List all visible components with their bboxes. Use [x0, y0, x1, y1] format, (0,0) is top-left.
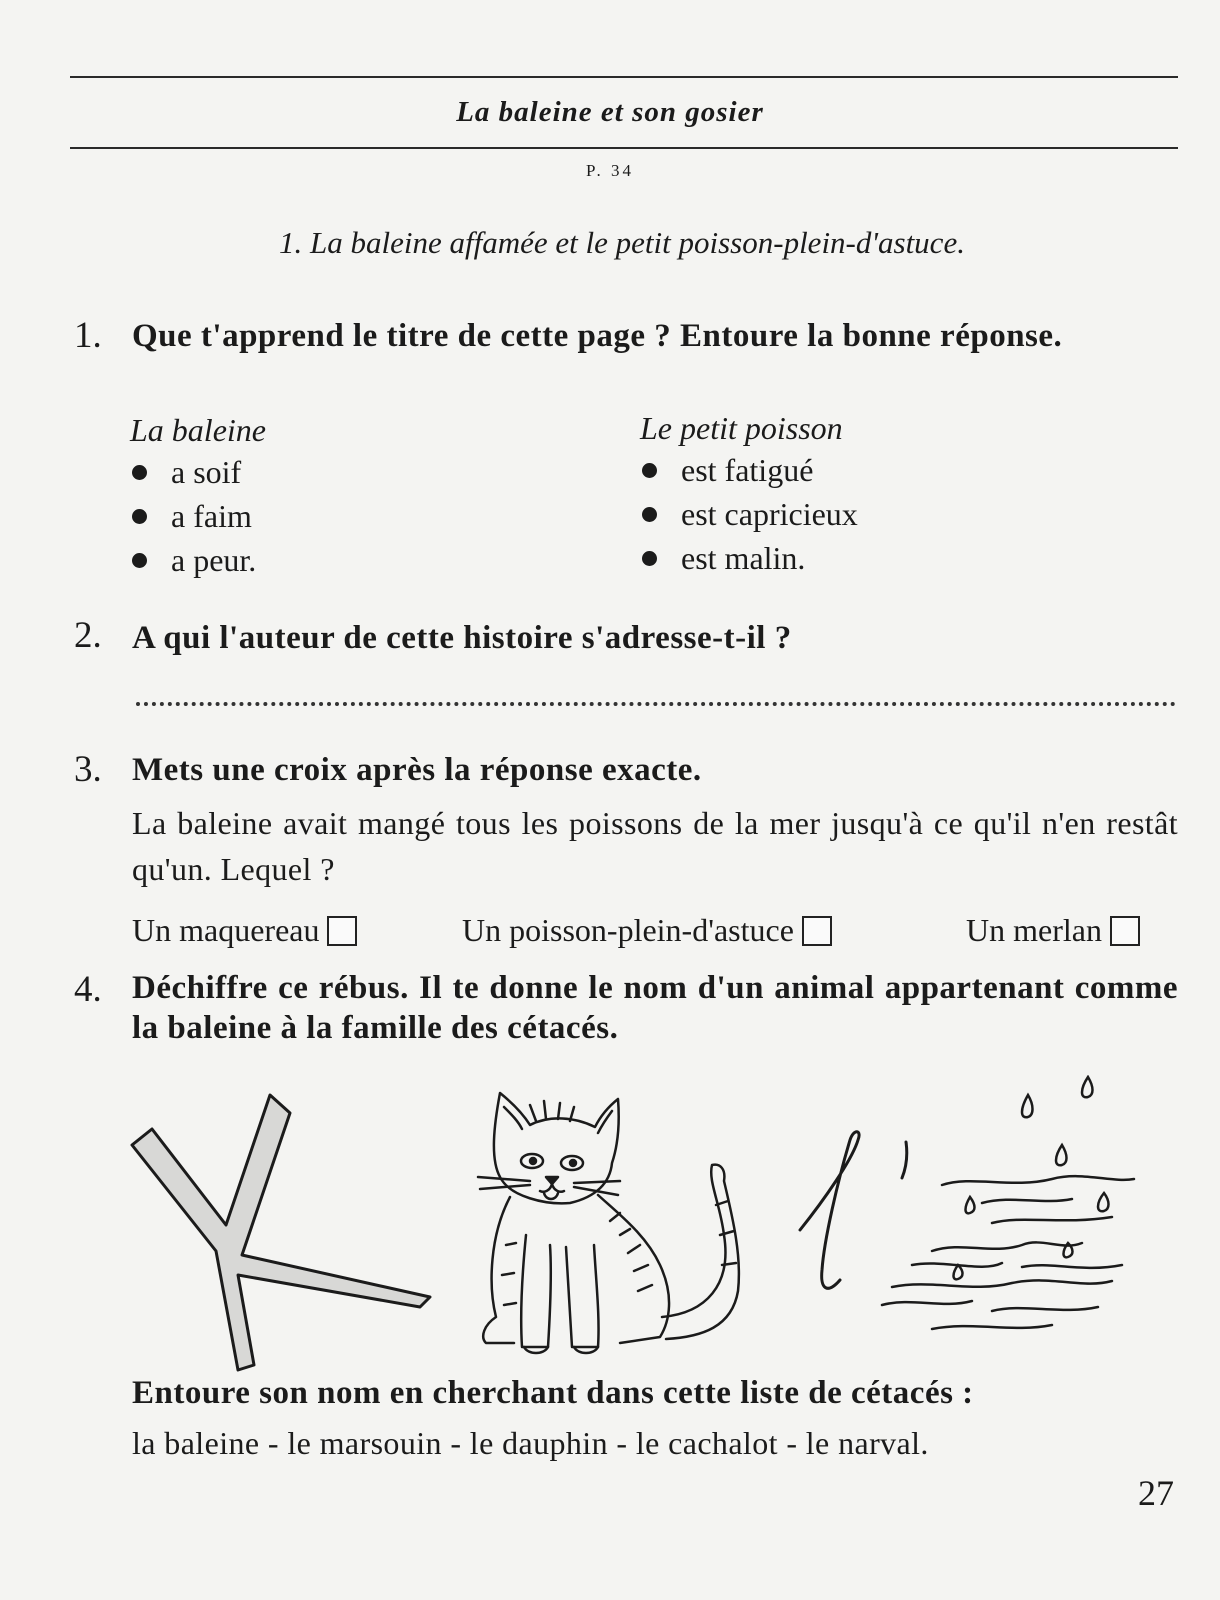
question-4-text: Déchiffre ce rébus. Il te donne le nom d'un animal appartenant comme la baleine à la famille des cétacés.	[132, 970, 1178, 1046]
bullet-icon	[642, 551, 657, 566]
page-reference: P. 34	[585, 161, 635, 180]
checkbox[interactable]	[802, 916, 832, 946]
page-title: La baleine et son gosier	[456, 96, 764, 128]
chapter-heading: 1. La baleine affamée et le petit poisson-plein-d'astuce.	[279, 225, 965, 260]
cat-icon	[470, 1085, 750, 1375]
q1-right-option[interactable]: est capricieux	[642, 496, 858, 533]
bullet-icon	[132, 509, 147, 524]
q1-right-option[interactable]: est malin.	[642, 540, 805, 577]
bullet-icon	[642, 463, 657, 478]
q1-left-option[interactable]: a faim	[132, 498, 252, 535]
question-3-number: 3.	[74, 749, 102, 790]
choice-maquereau[interactable]: Un maquereau	[132, 912, 357, 949]
q1-right-heading: Le petit poisson	[640, 410, 843, 446]
bullet-icon	[642, 507, 657, 522]
choice-poisson-plein-dastuce[interactable]: Un poisson-plein-d'astuce	[462, 912, 832, 949]
choice-merlan[interactable]: Un merlan	[966, 912, 1140, 949]
top-rule	[70, 76, 1178, 78]
checkbox[interactable]	[1110, 916, 1140, 946]
page-number: 27	[1138, 1473, 1174, 1513]
question-1-text: Que t'apprend le titre de cette page ? Entoure la bonne réponse.	[132, 318, 1063, 354]
q1-left-option[interactable]: a soif	[132, 454, 241, 491]
q1-left-heading: La baleine	[130, 412, 266, 448]
bullet-icon	[132, 553, 147, 568]
question-3-text: Mets une croix après la réponse exacte.	[132, 752, 702, 788]
q4-instruction: Entoure son nom en cherchant dans cette liste de cétacés :	[132, 1375, 974, 1411]
q1-left-option[interactable]: a peur.	[132, 542, 256, 579]
question-1-number: 1.	[74, 315, 102, 356]
rain-water-icon	[872, 1075, 1162, 1345]
checkbox[interactable]	[327, 916, 357, 946]
question-2-number: 2.	[74, 615, 102, 656]
title-underline-rule	[70, 147, 1178, 149]
answer-line[interactable]	[136, 682, 1176, 706]
question-4-number: 4.	[74, 969, 102, 1010]
cetacean-list: la baleine - le marsouin - le dauphin - le cachalot - le narval.	[132, 1425, 929, 1461]
question-2-text: A qui l'auteur de cette histoire s'adresse-t-il ?	[132, 620, 792, 656]
question-3-body: La baleine avait mangé tous les poissons de la mer jusqu'à ce qu'il n'en restât qu'un. Lequel ?	[132, 805, 1178, 887]
letter-k-icon	[130, 1085, 440, 1375]
q1-right-option[interactable]: est fatigué	[642, 452, 813, 489]
bullet-icon	[132, 465, 147, 480]
